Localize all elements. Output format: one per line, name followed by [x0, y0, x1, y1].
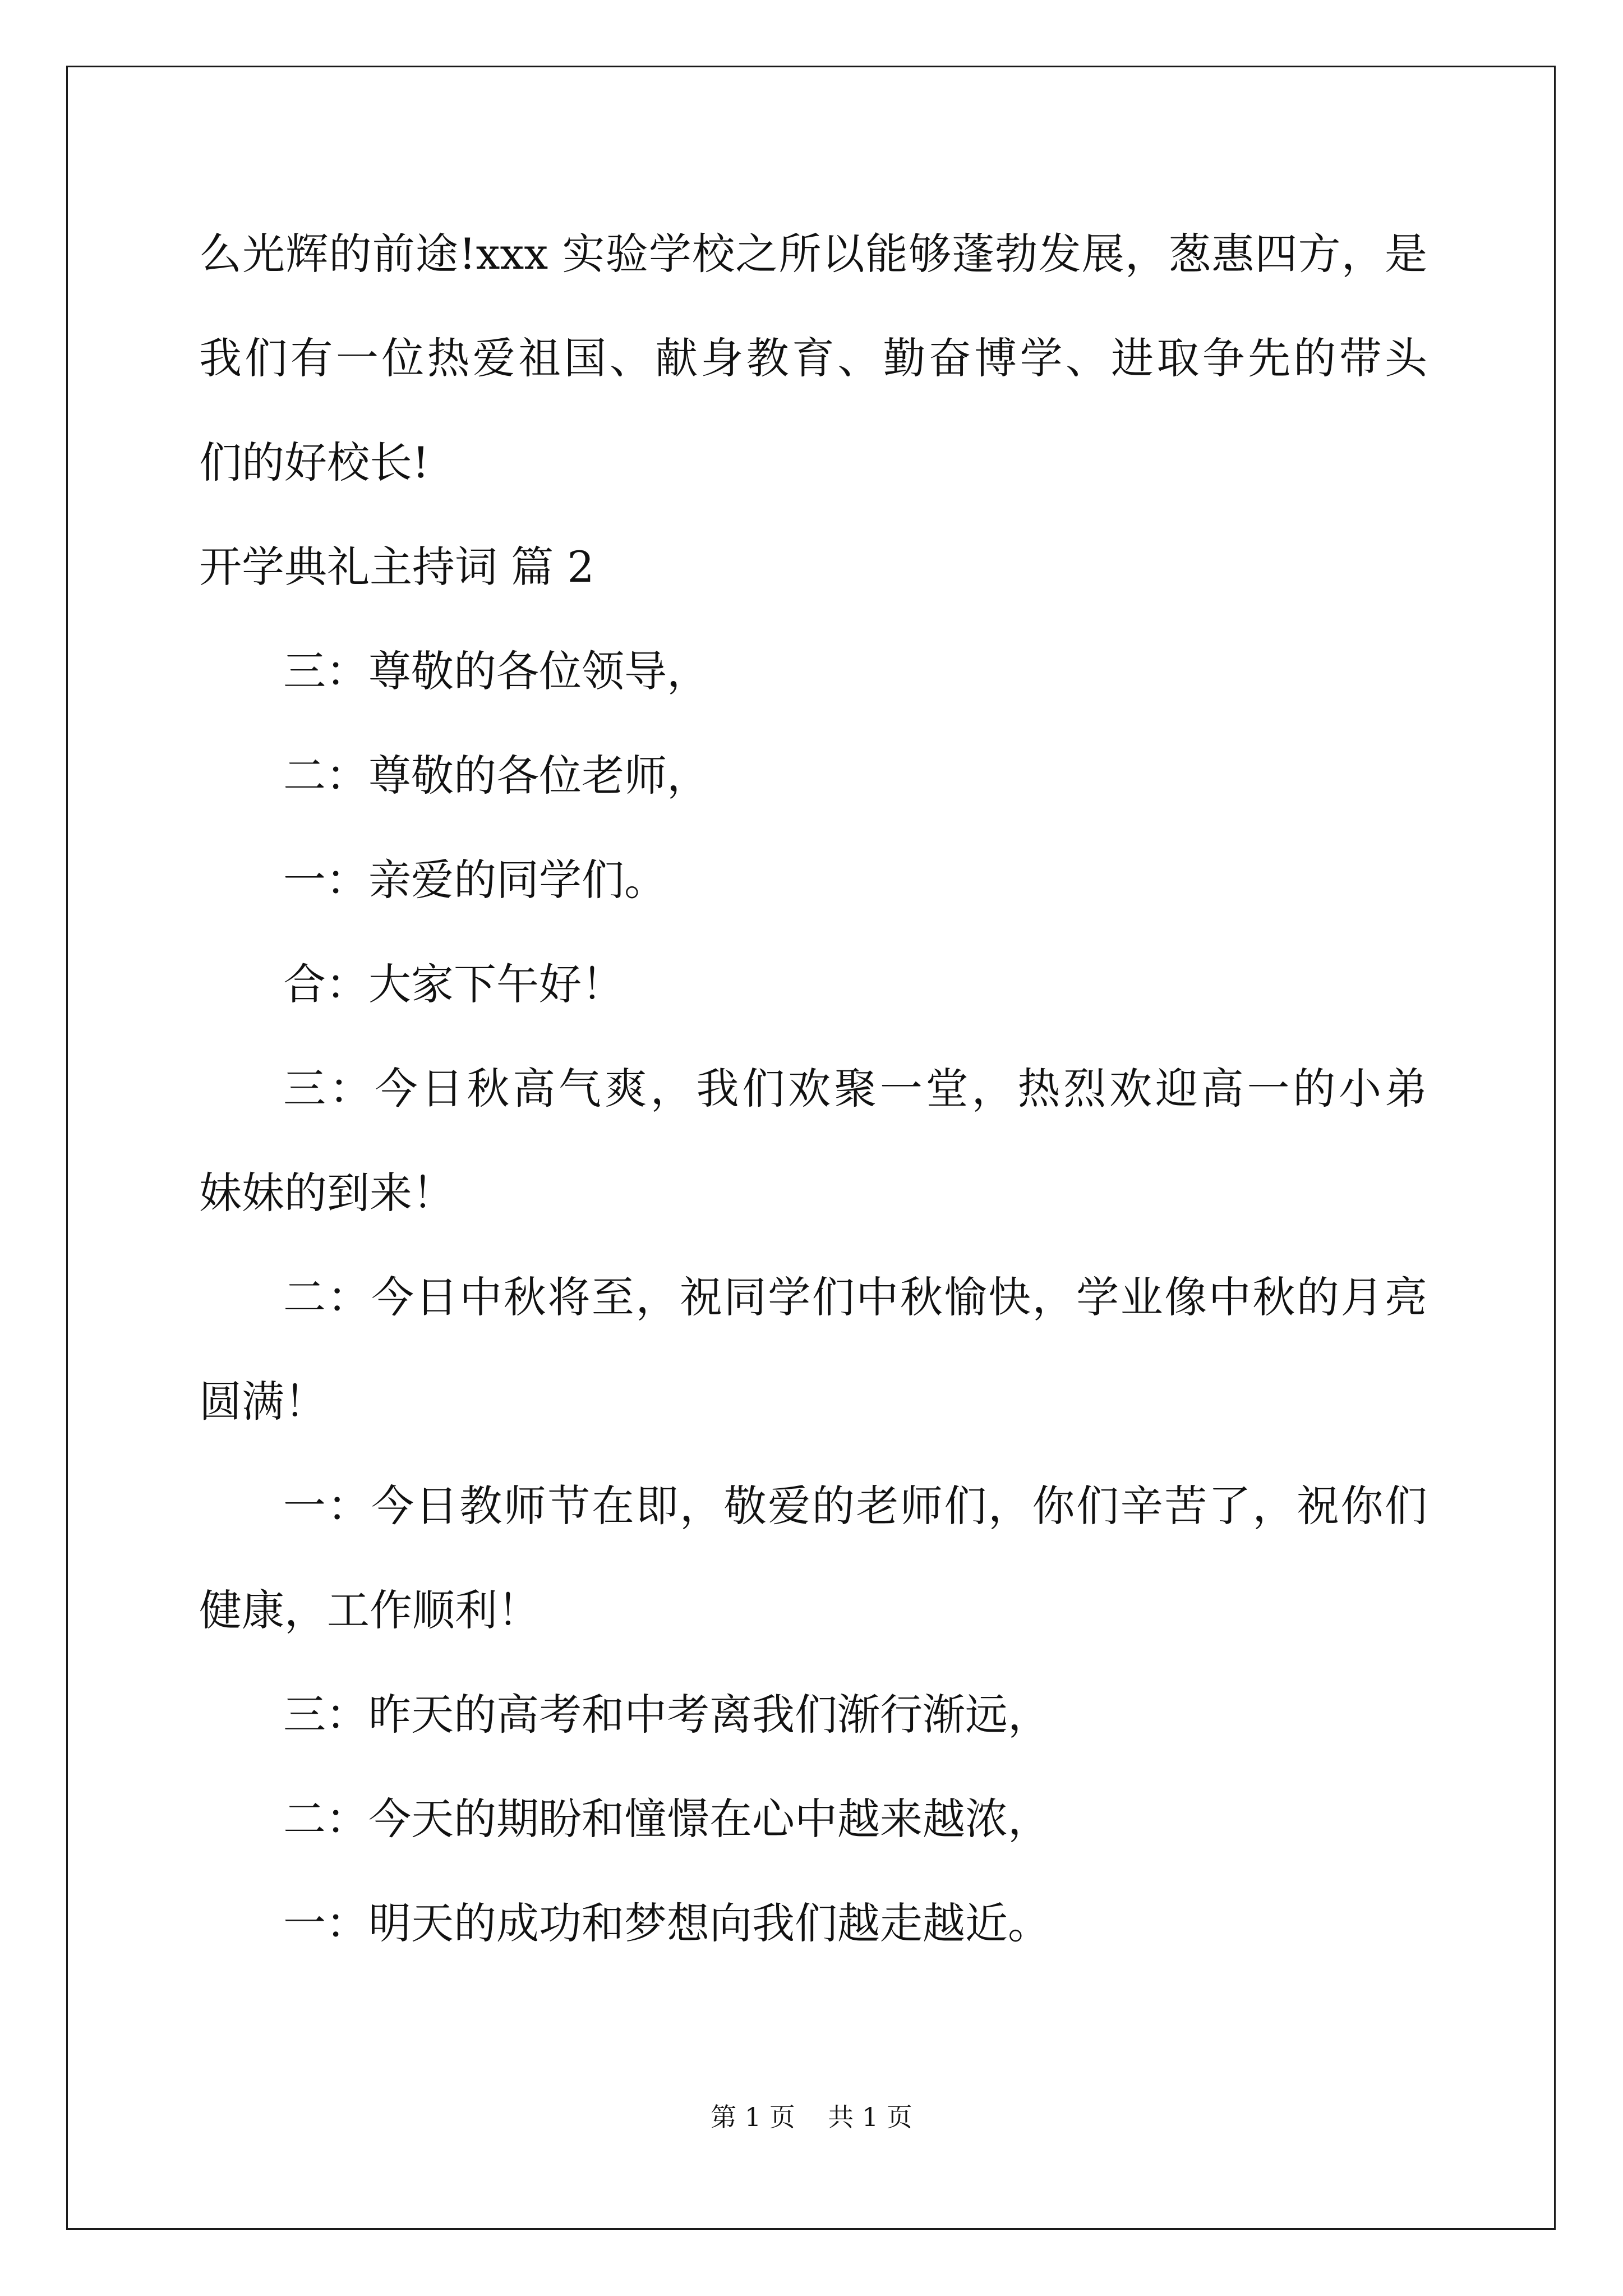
speaker-line: 二：今日中秋将至，祝同学们中秋愉快，学业像中秋的月亮: [283, 1272, 1427, 1322]
paragraph-line: 我们有一位热爱祖国、献身教育、勤奋博学、进取争先的带头: [199, 333, 1427, 383]
paragraph-line: 圆满！: [199, 1377, 327, 1427]
page-number-label: 第 1 页 共 1 页: [711, 2102, 912, 2132]
paragraph-line: 么光辉的前途!xxx 实验学校之所以能够蓬勃发展，葱惠四方，是: [199, 229, 1427, 279]
paragraph-line: 妹妹的到来！: [199, 1168, 455, 1218]
speaker-line: 三：昨天的高考和中考离我们渐行渐远，: [283, 1690, 1050, 1740]
speaker-line: 合：大家下午好！: [283, 959, 624, 1009]
speaker-line: 一：今日教师节在即，敬爱的老师们，你们辛苦了，祝你们: [283, 1481, 1427, 1531]
paragraph-line: 们的好校长!: [199, 438, 430, 487]
speaker-line: 二：今天的期盼和憧憬在心中越来越浓，: [283, 1794, 1050, 1844]
speaker-line: 三：今日秋高气爽，我们欢聚一堂，热烈欢迎高一的小弟: [283, 1064, 1427, 1114]
speaker-line: 三：尊敬的各位领导，: [283, 646, 709, 696]
speaker-line: 一：亲爱的同学们。: [283, 855, 667, 905]
paragraph-line: 健康，工作顺利！: [199, 1585, 540, 1635]
speaker-line: 一：明天的成功和梦想向我们越走越近。: [283, 1898, 1050, 1948]
document-body: [199, 202, 1427, 1976]
section-heading: 开学典礼主持词 篇 2: [199, 542, 594, 592]
page-footer: [0, 2097, 1623, 2134]
speaker-line: 二：尊敬的各位老师，: [283, 751, 709, 800]
